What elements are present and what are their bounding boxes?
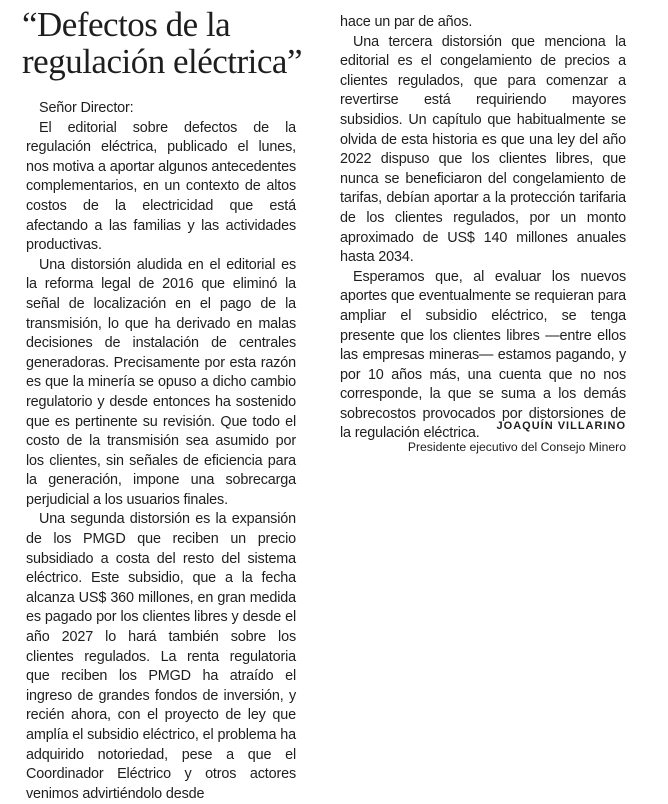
right-column: [340, 13, 626, 444]
paragraph-conclusion: Esperamos que, al evaluar los nuevos aportes que eventualmente se requieran para ampliar el subsidio eléctrico, se tenga presente que los clientes libres —entre ellos las empresas mineras— estamos pagando, y por 10 años más, una cuenta que no nos corresponde, la que se suma a los demás sobrecostos provocados por distorsiones de la regulación eléctrica.: [340, 268, 626, 442]
paragraph-intro: El editorial sobre defectos de la regulación eléctrica, publicado el lunes, nos motiva a aportar algunos antecedentes complementarios, en un contexto de altos costos de la electricidad que está afectando a las familias y las actividades productivas.: [26, 119, 296, 254]
paragraph-second-distortion: Una segunda distorsión es la expansión de los PMGD que reciben un precio subsidiado a costa del resto del sistema eléctrico. Este subsidio, que a la fecha alcanza US$ 360 millones, en gran medida es pagado por los clientes libres y desde el año 2027 lo hará también sobre los clientes regulados. La renta regulatoria que reciben los PMGD ha atraído el ingreso de grandes fondos de inversión, y recién ahora, con el proyecto de ley que amplía el subsidio eléctrico, el problema ha adquirido notoriedad, pese a que el Coordinador Eléctrico y otros actores venimos advirtiéndolo desde: [26, 511, 296, 802]
signature-title: Presidente ejecutivo del Consejo Minero: [407, 440, 626, 454]
paragraph-third-distortion: Una tercera distorsión que menciona la editorial es el congelamiento de precios a clientes regulados, que para comenzar a revertirse está requiriendo mayores subsidios. Un capítulo que habitualmente se olvida de esta historia es que una ley del año 2022 dispuso que los clientes libres, que nunca se beneficiaron del congelamiento de tarifas, debían aportar a la protección tarifaria de los clientes regulados, por un monto aproximado de US$ 140 millones anuales hasta 2034.: [340, 33, 626, 266]
salutation: Señor Director:: [39, 100, 134, 116]
paragraph-continuation: hace un par de años.: [340, 14, 473, 30]
signature-name: JOAQUÍN VILLARINO: [496, 420, 626, 432]
left-column: [26, 99, 296, 804]
letter-headline: “Defectos de la regulación eléctrica”: [22, 5, 302, 81]
paragraph-first-distortion: Una distorsión aludida en el editorial es la reforma legal de 2016 que eliminó la señal de localización en el pago de la transmisión, lo que ha derivado en malas decisiones de instalación de centrales generadoras. Precisamente por esta razón es que la minería se opuso a dicho cambio regulatorio y desde entonces ha sostenido que es pertinente su revisión. Que todo el costo de la transmisión sea asumido por los clientes, sin señales de eficiencia para la generación, impone una sobrecarga perjudicial a los usuarios finales.: [26, 256, 296, 508]
